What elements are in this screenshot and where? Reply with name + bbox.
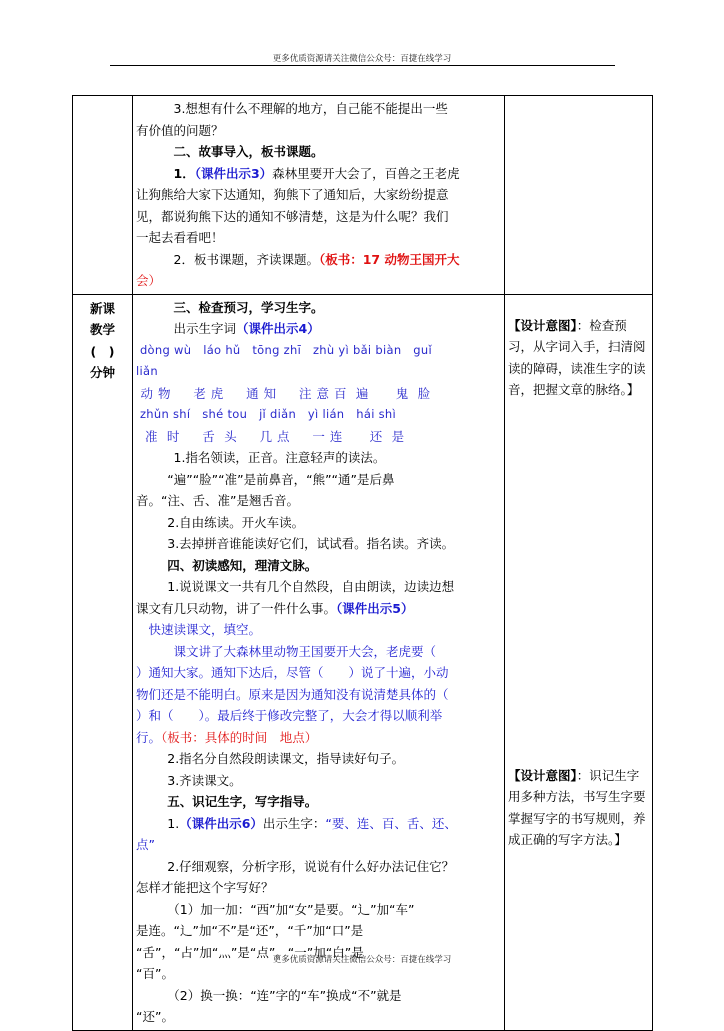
text-line: 森林里要开大会了，百兽之王老虎 xyxy=(272,165,460,181)
text-line: “遍”“脸”“准”是前鼻音，“熊”“通”是后鼻 xyxy=(167,471,395,487)
label-cell xyxy=(73,294,133,1030)
text-line: “舌”，“占”加“灬”是“点”。“一”加“白”是 xyxy=(136,944,364,960)
char-list: 点” xyxy=(136,837,155,852)
section-heading: 五、识记生字，写字指导。 xyxy=(167,794,318,809)
text-line: 1.说说课文一共有几个自然段，自由朗读，边读边想 xyxy=(167,579,455,594)
courseware-tag: （课件出示6） xyxy=(179,815,263,831)
text-line: 3.去掉拼音谁能读好它们，试试看。指名读。齐读。 xyxy=(167,536,455,551)
text-line: 有价值的问题？ xyxy=(136,122,224,138)
text-line: 3.齐读课文。 xyxy=(167,772,242,788)
table-row xyxy=(73,294,653,1030)
pinyin-row: liǎn xyxy=(136,364,158,378)
text-line: 2.自由练读。开火车读。 xyxy=(167,514,305,530)
fill-blank-line: 课文讲了大森林里动物王国要开大会，老虎要（ xyxy=(173,643,437,659)
text-line: 让狗熊给大家下达通知，狗熊下了通知后，大家纷纷提意 xyxy=(136,187,449,202)
text-line: “百”。 xyxy=(136,966,174,981)
courseware-tag: （课件出示5） xyxy=(336,600,414,616)
design-intent-note xyxy=(505,313,652,403)
side-cell xyxy=(505,96,653,295)
label-cell xyxy=(73,96,133,295)
text-line: 一起去看看吧！ xyxy=(136,230,224,245)
hanzi-row: 准 时 舌 头 几 点 一 连 还 是 xyxy=(136,428,405,444)
page-footer: 更多优质资源请关注微信公众号：百捷在线学习 xyxy=(272,955,452,965)
board-note: （板书：具体的时间 地点） xyxy=(161,729,318,745)
text-line: 1.指名领读，正音。注意轻声的读法。 xyxy=(173,450,386,465)
section-heading: 三、检查预习，学习生字。 xyxy=(173,299,324,315)
text-line: 音。“注、舌、准”是翘舌音。 xyxy=(136,493,299,508)
content-cell: 3.想想有什么不理解的地方，自己能不能提出一些 有价值的问题？ 二、故事导入，板书课题。 1．（课件出示3）森林里要开大会了，百兽之王老虎 让狗熊给大家下达通知，狗熊下了通知后，大家纷纷提意 见，都说狗熊下达的通知不够清楚，这是为什么呢？我们 一起去看看吧！ 2．板书课题，齐读课题。（板书：17 动物王国开大 会） xyxy=(133,96,505,295)
pinyin-row: zhǔn shí shé tou jǐ diǎn yì lián hái shì xyxy=(136,407,397,421)
stage-label: 新课 xyxy=(89,300,115,316)
board-note: 会） xyxy=(136,273,162,288)
text-line: 怎样才能把这个字写好？ xyxy=(136,880,274,895)
design-intent-title: 【设计意图】 xyxy=(508,767,577,783)
text-line: 3.想想有什么不理解的地方，自己能不能提出一些 xyxy=(173,101,448,116)
section-heading: 四、初读感知，理清文脉。 xyxy=(167,557,318,573)
side-cell xyxy=(505,294,653,1030)
fill-blank-line: ）通知大家。通知下达后，尽管（ ）说了十遍，小动 xyxy=(136,665,449,680)
stage-label: 教学 xyxy=(89,322,115,337)
fill-blank-line: 物们还是不能明白。原来是因为通知没有说清楚具体的（ xyxy=(136,686,449,702)
board-note: （板书：17 动物王国开大 xyxy=(318,251,460,267)
minutes-blank: ( ) xyxy=(90,343,115,359)
design-intent-text: ：识记生字用多种方法，书写生字要掌握写字的书写规则，养成正确的写字方法。】 xyxy=(508,767,646,847)
page-header: 更多优质资源请关注微信公众号：百捷在线学习 xyxy=(272,54,452,64)
stage-label: 分钟 xyxy=(89,365,115,380)
fill-blank-line: 快速读课文，填空。 xyxy=(148,622,262,637)
text-line: 2.指名分自然段朗读课文，指导读好句子。 xyxy=(167,751,405,766)
text-line: 出示生字词 xyxy=(173,321,237,336)
pinyin-row: dòng wù láo hǔ tōng zhī zhù yì bǎi biàn guǐ xyxy=(136,342,432,357)
text-line: “还”。 xyxy=(136,1009,174,1024)
text-line: 是连。“辶”加“不”是“还”，“千”加“口”是 xyxy=(136,923,364,938)
design-intent-title: 【设计意图】 xyxy=(508,317,577,333)
text-line: 见，都说狗熊下达的通知不够清楚，这是为什么呢？我们 xyxy=(136,208,449,224)
design-intent-text: ：检查预习，从字词入手，扫清阅读的障碍，读准生字的读音，把握文章的脉络。】 xyxy=(508,317,646,397)
courseware-tag: （课件出示3） xyxy=(194,165,273,181)
table-row xyxy=(73,96,653,295)
char-list: “要、连、百、舌、还、 xyxy=(325,815,457,831)
fill-blank-line: ）和（ ）。最后终于修改完整了，大会才得以顺利举 xyxy=(136,708,443,723)
header-rule xyxy=(110,65,615,66)
text-line: 出示生字： xyxy=(262,815,326,831)
text-line: （1）加一加：“西”加“女”是要。“辶”加“车” xyxy=(167,901,415,917)
text-line: 2．板书课题，齐读课题。 xyxy=(173,251,319,267)
courseware-tag: （课件出示4） xyxy=(236,321,320,336)
design-intent-note xyxy=(505,763,652,853)
text-line: 2.仔细观察，分析字形，说说有什么好办法记住它？ xyxy=(167,858,455,874)
section-heading: 二、故事导入，板书课题。 xyxy=(173,144,324,159)
text-line: 1. xyxy=(167,815,180,831)
content-cell xyxy=(133,294,505,1030)
text-line: （2）换一换：“连”字的“车”换成“不”就是 xyxy=(167,987,402,1003)
lesson-table xyxy=(72,95,653,1031)
hanzi-row: 动 物 老 虎 通 知 注 意 百 遍 鬼 脸 xyxy=(136,385,431,401)
fill-blank-line: 行。 xyxy=(136,729,162,745)
text-line: 课文有几只动物，讲了一件什么事。 xyxy=(136,600,337,616)
